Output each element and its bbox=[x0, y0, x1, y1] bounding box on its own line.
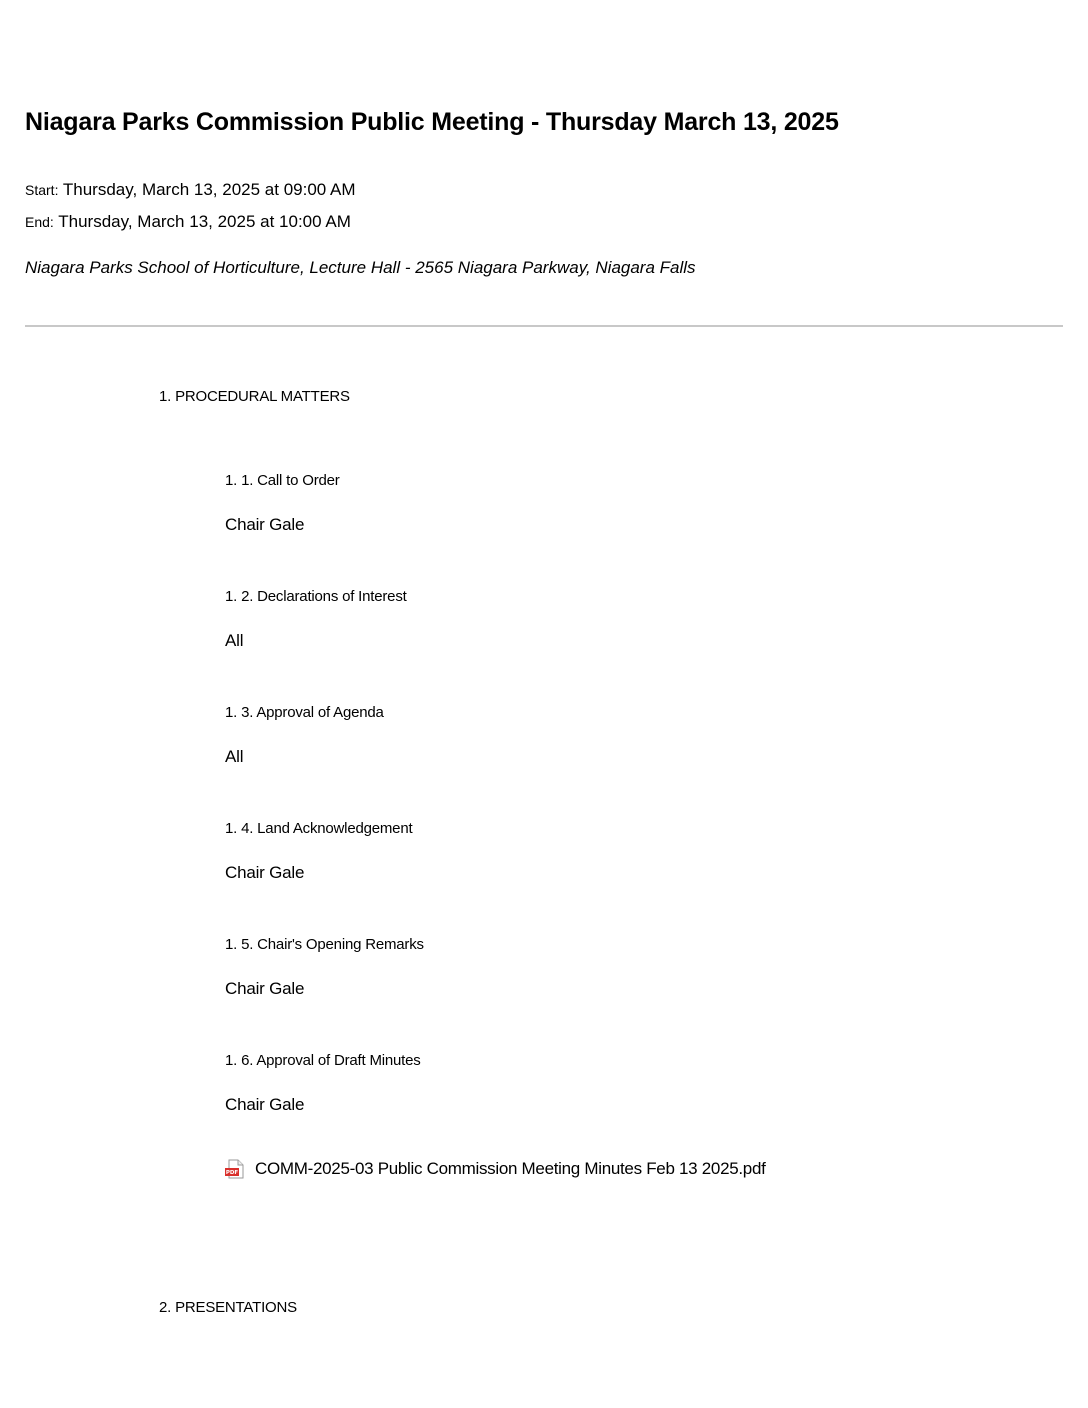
start-value: Thursday, March 13, 2025 at 09:00 AM bbox=[62, 180, 356, 199]
agenda-item-title: 1. 2. Declarations of Interest bbox=[225, 588, 407, 605]
attachment-link[interactable] bbox=[224, 1158, 766, 1180]
meeting-location: Niagara Parks School of Horticulture, Lecture Hall - 2565 Niagara Parkway, Niagara Falls bbox=[25, 258, 696, 277]
agenda-item-title: 1. 5. Chair's Opening Remarks bbox=[225, 936, 424, 953]
agenda-item-presenter: Chair Gale bbox=[225, 979, 305, 998]
header-divider bbox=[25, 325, 1063, 327]
agenda-item-presenter: Chair Gale bbox=[225, 515, 305, 534]
svg-text:PDF: PDF bbox=[225, 1170, 239, 1177]
agenda-item-title: 1. 3. Approval of Agenda bbox=[225, 704, 384, 721]
end-value: Thursday, March 13, 2025 at 10:00 AM bbox=[58, 212, 351, 231]
page-title: Niagara Parks Commission Public Meeting - Thursday March 13, 2025 bbox=[25, 108, 839, 136]
agenda-section-title: 1. PROCEDURAL MATTERS bbox=[159, 388, 350, 405]
end-label: End: bbox=[25, 214, 54, 230]
meeting-end bbox=[25, 212, 351, 232]
agenda-section-title: 2. PRESENTATIONS bbox=[159, 1299, 297, 1316]
agenda-item-presenter: All bbox=[225, 747, 244, 766]
pdf-file-icon bbox=[224, 1158, 246, 1180]
agenda-item-presenter: Chair Gale bbox=[225, 1095, 305, 1114]
agenda-item-title: 1. 6. Approval of Draft Minutes bbox=[225, 1052, 421, 1069]
agenda-item-title: 1. 4. Land Acknowledgement bbox=[225, 820, 413, 837]
agenda-item-title: 1. 1. Call to Order bbox=[225, 472, 340, 489]
attachment-filename[interactable]: COMM-2025-03 Public Commission Meeting Minutes Feb 13 2025.pdf bbox=[255, 1159, 766, 1178]
agenda-item-presenter: All bbox=[225, 631, 244, 650]
meeting-start bbox=[25, 180, 356, 200]
agenda-item-presenter: Chair Gale bbox=[225, 863, 305, 882]
start-label: Start: bbox=[25, 182, 59, 198]
